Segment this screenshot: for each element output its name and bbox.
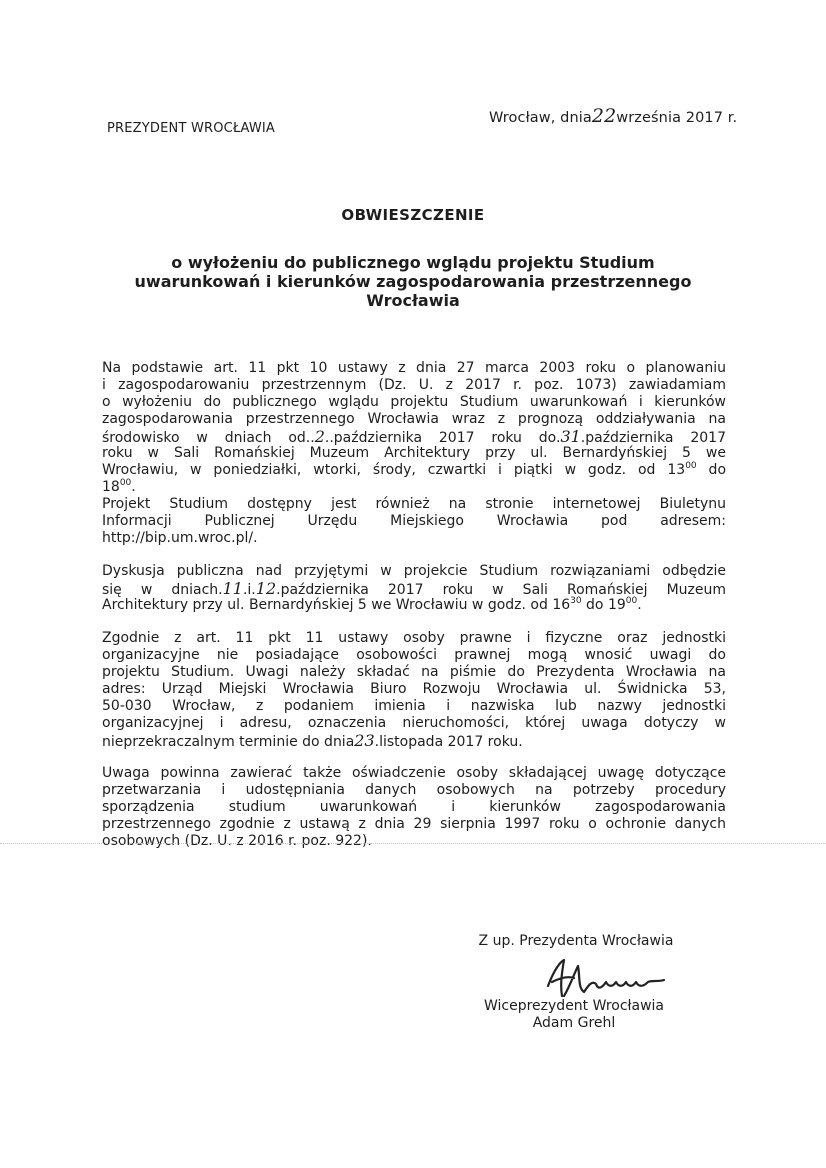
text-line: projektu Studium. Uwagi należy składać na piśmie do Prezydenta Wrocławia na xyxy=(102,664,726,680)
text-line: Dyskusja publiczna nad przyjętymi w projekcie Studium rozwiązaniami odbędzie xyxy=(102,563,726,579)
handwritten-signature xyxy=(540,956,680,1002)
handwritten-date: 2 xyxy=(314,427,325,446)
handwritten-date: 31 xyxy=(560,427,581,446)
text-line: Wrocławiu, w poniedziałki, wtorki, środy, czwartki i piątki w godz. od $13^{00}$ do xyxy=(102,461,727,478)
handwritten-date: 12 xyxy=(255,579,277,598)
text-line: organizacyjne nie posiadające osobowości prawnej mogą wnosić uwagi do xyxy=(102,647,726,663)
text-line: osobowych (Dz. U. z 2016 r. poz. 922). xyxy=(102,833,372,849)
handwritten-day: 22 xyxy=(591,105,617,127)
date-prefix: Wrocław, dnia xyxy=(489,110,592,126)
text-line: Zgodnie z art. 11 pkt 11 ustawy osoby prawne i fizyczne oraz jednostki xyxy=(102,630,726,646)
document-date xyxy=(489,105,737,127)
text-line: się w dniach.11.i.12.października 2017 roku w Sali Romańskiej Muzeum xyxy=(102,579,726,598)
subtitle-line: uwarunkowań i kierunków zagospodarowania przestrzennego xyxy=(134,272,692,291)
document-title: OBWIESZCZENIE xyxy=(341,206,485,224)
subtitle-line: o wyłożeniu do publicznego wglądu projektu Studium xyxy=(171,253,655,272)
text-line: Projekt Studium dostępny jest również na stronie internetowej Biuletynu xyxy=(102,496,726,512)
text-line: Uwaga powinna zawierać także oświadczenie osoby składającej uwagę dotyczące xyxy=(102,765,726,781)
text-line: przetwarzania i udostępniania danych osobowych na potrzeby procedury xyxy=(102,782,726,798)
text-line: roku w Sali Romańskiej Muzeum Architektury przy ul. Bernardyńskiej 5 we xyxy=(102,445,726,461)
text-line: przestrzennego zgodnie z ustawą z dnia 29 sierpnia 1997 roku o ochronie danych xyxy=(102,816,726,832)
handwritten-date: 11 xyxy=(222,579,243,598)
text-line: organizacyjnej i adresu, oznaczenia nieruchomości, której uwaga dotyczy w xyxy=(102,715,726,731)
text-line: adres: Urząd Miejski Wrocławia Biuro Rozwoju Wrocławia ul. Świdnicka 53, xyxy=(102,681,726,697)
issuing-authority: PREZYDENT WROCŁAWIA xyxy=(107,121,276,136)
text-line: zagospodarowania przestrzennego Wrocławia wraz z prognozą oddziaływania na xyxy=(102,411,726,427)
text-line: $18^{00}$. xyxy=(102,478,136,495)
signature-on-behalf: Z up. Prezydenta Wrocławia xyxy=(478,933,674,949)
date-suffix: września 2017 r. xyxy=(616,110,738,126)
text-line: Na podstawie art. 11 pkt 10 ustawy z dnia 27 marca 2003 roku o planowaniu xyxy=(102,360,726,376)
scan-line-artifact xyxy=(0,843,826,844)
text-line: środowisko w dniach od..2..października 2017 roku do.31.października 2017 xyxy=(102,427,726,446)
text-line: sporządzenia studium uwarunkowań i kierunków zagospodarowania xyxy=(102,799,726,815)
bip-url: http://bip.um.wroc.pl/. xyxy=(102,530,258,546)
text-line: Architektury przy ul. Bernardyńskiej 5 we Wrocławiu w godz. od $16^{30}$ do $19^{00}$. xyxy=(102,596,642,613)
text-line: nieprzekraczalnym terminie do dnia23.listopada 2017 roku. xyxy=(102,731,523,750)
signatory-name: Adam Grehl xyxy=(532,1015,616,1031)
signatory-role: Wiceprezydent Wrocławia xyxy=(483,998,665,1014)
document-subtitle xyxy=(0,253,826,310)
text-line: o wyłożeniu do publicznego wglądu projektu Studium uwarunkowań i kierunków xyxy=(102,394,726,410)
text-line: 50-030 Wrocław, z podaniem imienia i nazwiska lub nazwy jednostki xyxy=(102,698,726,714)
text-line: Informacji Publicznej Urzędu Miejskiego Wrocławia pod adresem: xyxy=(102,513,726,529)
subtitle-line: Wrocławia xyxy=(366,291,460,310)
text-line: i zagospodarowaniu przestrzennym (Dz. U. z 2017 r. poz. 1073) zawiadamiam xyxy=(102,377,726,393)
handwritten-date: 23 xyxy=(354,731,375,750)
